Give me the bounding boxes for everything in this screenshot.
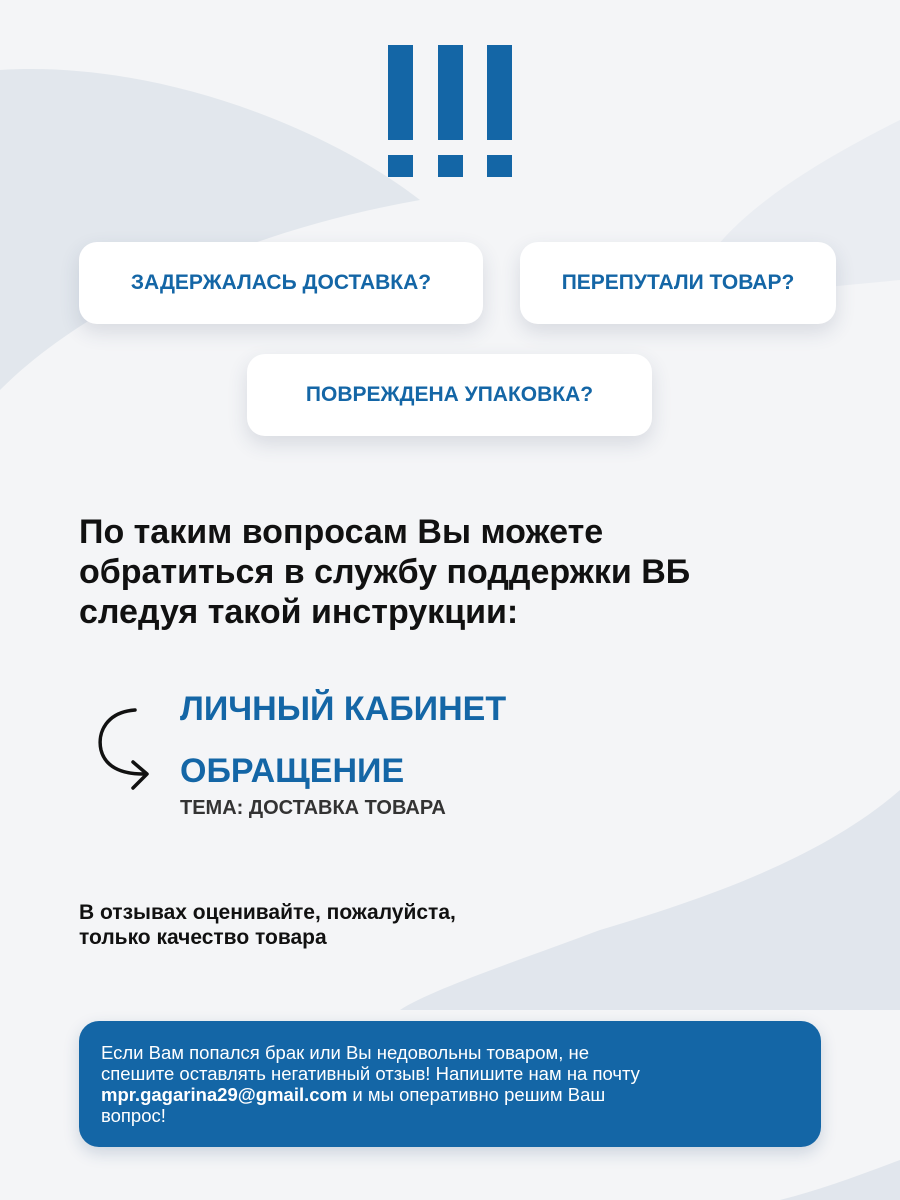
note-line: В отзывах оценивайте, пожалуйста, <box>79 901 456 924</box>
card-line: вопрос! <box>101 1105 166 1126</box>
card-line <box>101 1084 801 1105</box>
title-line: По таким вопросам Вы можете <box>79 513 604 551</box>
chip-damaged-package: ПОВРЕЖДЕНА УПАКОВКА? <box>247 354 652 436</box>
email-link[interactable]: mpr.gagarina29@gmail.com <box>101 1084 348 1105</box>
title-line: обратиться в службу поддержки ВБ <box>79 553 691 591</box>
review-note <box>79 900 456 950</box>
triple-exclamation-icon <box>385 45 515 177</box>
card-line: Если Вам попался брак или Вы недовольны товаром, не <box>101 1042 590 1063</box>
card-line: спешите оставлять негативный отзыв! Напишите нам на почту <box>101 1063 640 1084</box>
card-line-rest: и мы оперативно решим Ваш <box>347 1084 606 1105</box>
chip-wrong-item: ПЕРЕПУТАЛИ ТОВАР? <box>520 242 836 324</box>
note-line: только качество товара <box>79 926 327 949</box>
page-title <box>79 512 839 632</box>
contact-card <box>79 1021 821 1147</box>
chip-delivery-delayed: ЗАДЕРЖАЛАСЬ ДОСТАВКА? <box>79 242 483 324</box>
step-appeal: ОБРАЩЕНИЕ <box>180 752 405 790</box>
contact-text <box>101 1042 801 1126</box>
curved-arrow-icon <box>95 706 155 796</box>
step-topic: ТЕМА: ДОСТАВКА ТОВАРА <box>180 797 446 819</box>
title-line: следуя такой инструкции: <box>79 593 519 631</box>
step-personal-account: ЛИЧНЫЙ КАБИНЕТ <box>180 690 507 728</box>
